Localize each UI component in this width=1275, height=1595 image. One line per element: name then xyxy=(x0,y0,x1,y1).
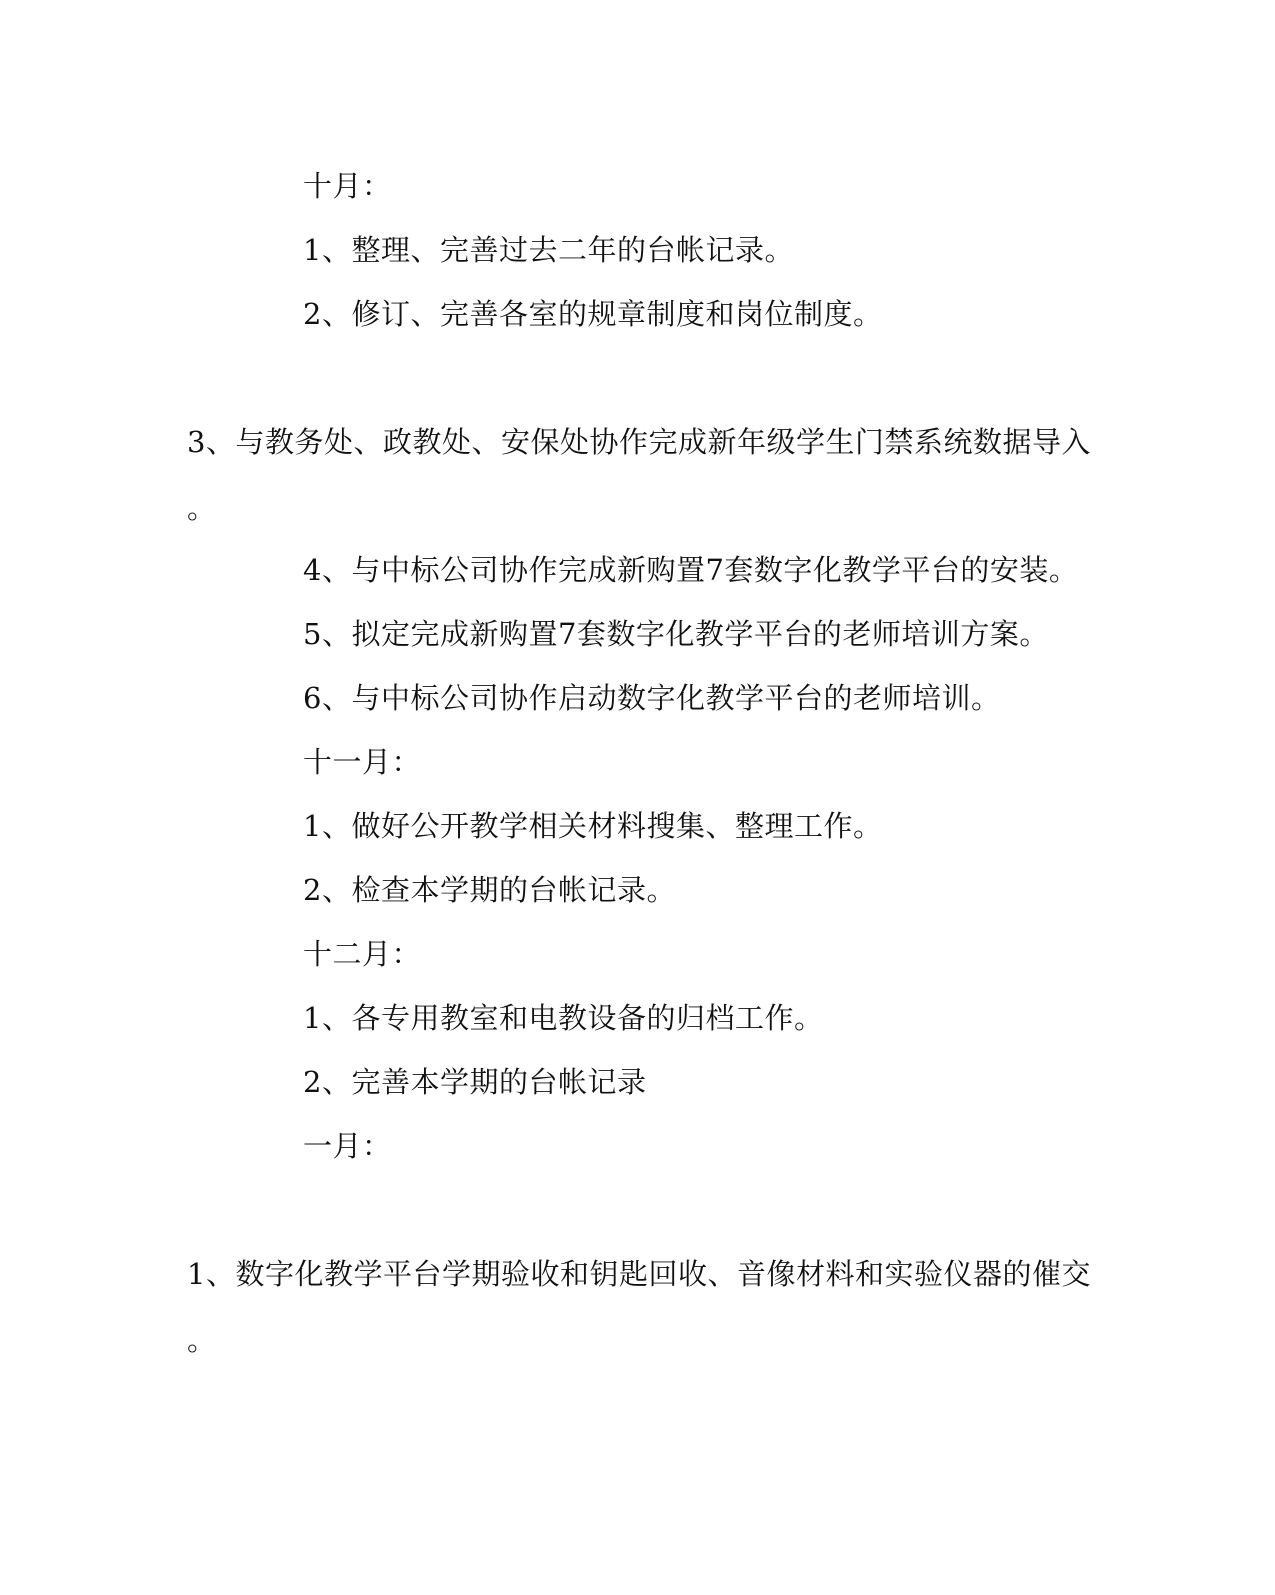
paragraph-line: 1、整理、完善过去二年的台帐记录。 xyxy=(303,233,794,267)
heading-october: 十月： xyxy=(303,169,392,203)
paragraph-line: 2、检查本学期的台帐记录。 xyxy=(303,873,676,907)
paragraph-line: 2、完善本学期的台帐记录 xyxy=(303,1065,647,1099)
paragraph-line: 3、与教务处、政教处、安保处协作完成新年级学生门禁系统数据导入 xyxy=(187,425,1091,459)
paragraph-line: 4、与中标公司协作完成新购置7套数字化教学平台的安装。 xyxy=(303,553,1079,587)
heading-november: 十一月： xyxy=(303,745,422,779)
paragraph-line: 1、各专用教室和电教设备的归档工作。 xyxy=(303,1001,824,1035)
paragraph-line-wrap: 。 xyxy=(187,1323,217,1357)
paragraph-line: 6、与中标公司协作启动数字化教学平台的老师培训。 xyxy=(303,681,1001,715)
paragraph-line: 1、数字化教学平台学期验收和钥匙回收、音像材料和实验仪器的催交 xyxy=(187,1257,1091,1291)
paragraph-line: 5、拟定完成新购置7套数字化教学平台的老师培训方案。 xyxy=(303,617,1049,651)
paragraph-line: 2、修订、完善各室的规章制度和岗位制度。 xyxy=(303,297,883,331)
paragraph-line: 1、做好公开教学相关材料搜集、整理工作。 xyxy=(303,809,883,843)
paragraph-line-wrap: 。 xyxy=(187,491,217,525)
heading-january: 一月： xyxy=(303,1129,392,1163)
heading-december: 十二月： xyxy=(303,937,422,971)
